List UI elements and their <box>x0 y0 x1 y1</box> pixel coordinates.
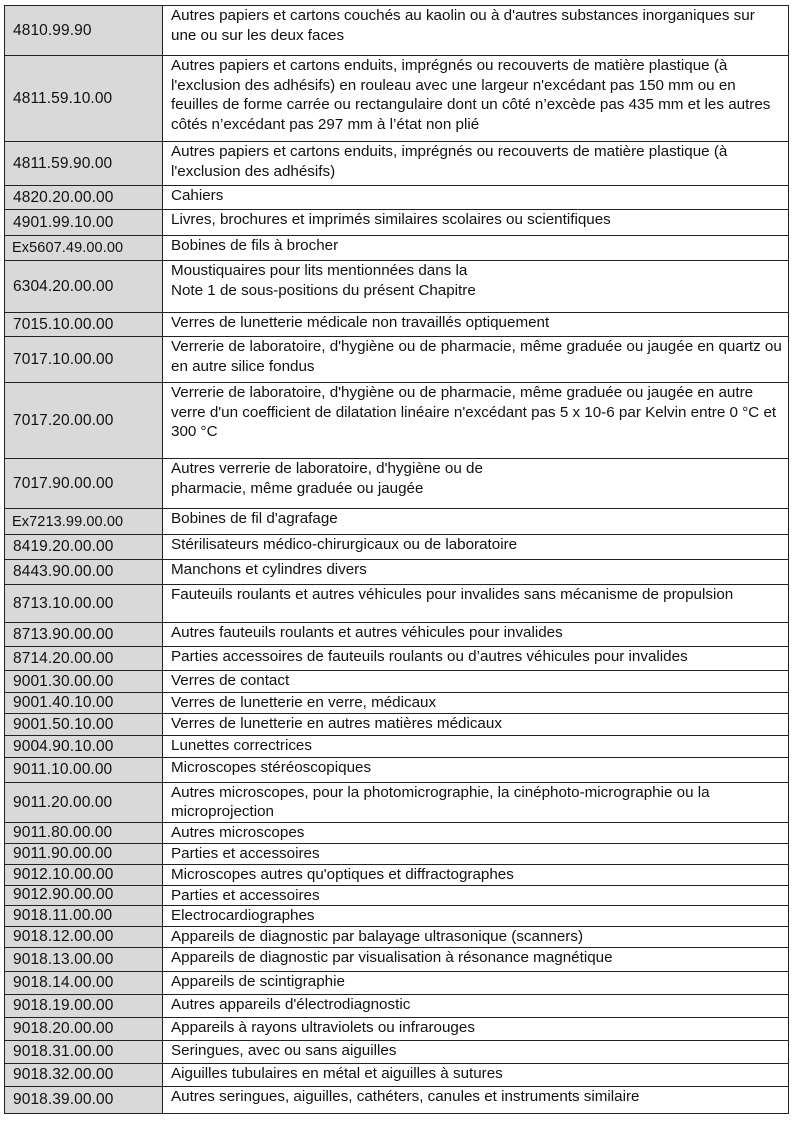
tariff-description-cell: Cahiers <box>163 186 789 210</box>
tariff-code-cell: 9018.19.00.00 <box>5 995 163 1018</box>
tariff-code-cell: 9012.10.00.00 <box>5 864 163 885</box>
tariff-code-cell: Ex5607.49.00.00 <box>5 236 163 261</box>
tariff-description-cell: Verrerie de laboratoire, d'hygiène ou de pharmacie, même graduée ou jaugée en quartz ou en autre silice fondus <box>163 337 789 383</box>
tariff-code-cell: 9004.90.10.00 <box>5 736 163 758</box>
tariff-code-cell: 9011.90.00.00 <box>5 844 163 865</box>
table-row <box>5 927 789 948</box>
table-row <box>5 383 789 459</box>
tariff-code-cell: 9011.10.00.00 <box>5 758 163 783</box>
table-row <box>5 647 789 671</box>
table-row <box>5 1087 789 1114</box>
tariff-code-cell: 4811.59.10.00 <box>5 56 163 142</box>
tariff-description-cell: Autres seringues, aiguilles, cathéters, canules et instruments similaire <box>163 1087 789 1114</box>
tariff-table <box>4 5 789 1114</box>
table-row <box>5 1018 789 1041</box>
tariff-description-cell: Lunettes correctrices <box>163 736 789 758</box>
tariff-description-cell: Moustiquaires pour lits mentionnées dans la Note 1 de sous-positions du présent Chapitre <box>163 261 789 313</box>
tariff-description-cell: Parties et accessoires <box>163 844 789 865</box>
tariff-code-cell: 6304.20.00.00 <box>5 261 163 313</box>
table-row <box>5 6 789 56</box>
tariff-description-cell: Fauteuils roulants et autres véhicules pour invalides sans mécanisme de propulsion <box>163 585 789 623</box>
tariff-description-cell: Appareils de diagnostic par visualisation à résonance magnétique <box>163 948 789 972</box>
tariff-code-cell: 9018.11.00.00 <box>5 906 163 927</box>
tariff-code-cell: 4810.99.90 <box>5 6 163 56</box>
tariff-code-cell: 9018.13.00.00 <box>5 948 163 972</box>
tariff-description-cell: Verrerie de laboratoire, d'hygiène ou de pharmacie, même graduée ou jaugée en autre verre d'un coefficient de dilatation linéaire n'excédant pas 5 x 10-6 par Kelvin entre 0 °C et 300 °C <box>163 383 789 459</box>
table-row <box>5 236 789 261</box>
table-row <box>5 948 789 972</box>
tariff-description-cell: Autres appareils d'électrodiagnostic <box>163 995 789 1018</box>
tariff-code-cell: 8443.90.00.00 <box>5 560 163 585</box>
table-row <box>5 535 789 560</box>
tariff-description-cell: Autres verrerie de laboratoire, d'hygiène ou de pharmacie, même graduée ou jaugée <box>163 459 789 509</box>
table-row <box>5 714 789 736</box>
table-row <box>5 783 789 823</box>
tariff-description-cell: Seringues, avec ou sans aiguilles <box>163 1041 789 1064</box>
table-row <box>5 864 789 885</box>
table-row <box>5 337 789 383</box>
table-row <box>5 186 789 210</box>
tariff-description-cell: Microscopes stéréoscopiques <box>163 758 789 783</box>
tariff-code-cell: 9018.39.00.00 <box>5 1087 163 1114</box>
tariff-code-cell: 8714.20.00.00 <box>5 647 163 671</box>
tariff-description-cell: Autres microscopes <box>163 823 789 844</box>
tariff-description-cell: Appareils de diagnostic par balayage ultrasonique (scanners) <box>163 927 789 948</box>
table-row <box>5 623 789 647</box>
table-row <box>5 56 789 142</box>
tariff-description-cell: Parties accessoires de fauteuils roulants ou d’autres véhicules pour invalides <box>163 647 789 671</box>
table-row <box>5 1041 789 1064</box>
tariff-description-cell: Electrocardiographes <box>163 906 789 927</box>
tariff-code-cell: 9001.50.10.00 <box>5 714 163 736</box>
table-row <box>5 972 789 995</box>
tariff-code-cell: 7017.10.00.00 <box>5 337 163 383</box>
table-row <box>5 758 789 783</box>
tariff-description-cell: Microscopes autres qu'optiques et diffractographes <box>163 864 789 885</box>
table-row <box>5 585 789 623</box>
tariff-code-cell: 9018.12.00.00 <box>5 927 163 948</box>
tariff-description-cell: Bobines de fils à brocher <box>163 236 789 261</box>
tariff-code-cell: 4820.20.00.00 <box>5 186 163 210</box>
table-row <box>5 313 789 337</box>
tariff-code-cell: 8713.10.00.00 <box>5 585 163 623</box>
tariff-code-cell: 9011.80.00.00 <box>5 823 163 844</box>
table-row <box>5 509 789 535</box>
tariff-description-cell: Verres de lunetterie médicale non travaillés optiquement <box>163 313 789 337</box>
table-row <box>5 823 789 844</box>
table-row <box>5 560 789 585</box>
tariff-code-cell: 9001.30.00.00 <box>5 671 163 693</box>
tariff-code-cell: 9018.14.00.00 <box>5 972 163 995</box>
tariff-code-cell: 7015.10.00.00 <box>5 313 163 337</box>
table-row <box>5 885 789 906</box>
tariff-description-cell: Verres de contact <box>163 671 789 693</box>
tariff-description-cell: Stérilisateurs médico-chirurgicaux ou de laboratoire <box>163 535 789 560</box>
table-row <box>5 142 789 186</box>
tariff-code-cell: 9001.40.10.00 <box>5 693 163 714</box>
tariff-code-cell: 9018.20.00.00 <box>5 1018 163 1041</box>
table-row <box>5 459 789 509</box>
tariff-code-cell: 7017.20.00.00 <box>5 383 163 459</box>
tariff-description-cell: Parties et accessoires <box>163 885 789 906</box>
tariff-code-cell: 7017.90.00.00 <box>5 459 163 509</box>
tariff-description-cell: Appareils à rayons ultraviolets ou infrarouges <box>163 1018 789 1041</box>
table-row <box>5 693 789 714</box>
tariff-description-cell: Autres papiers et cartons couchés au kaolin ou à d'autres substances inorganiques sur une ou sur les deux faces <box>163 6 789 56</box>
tariff-description-cell: Livres, brochures et imprimés similaires scolaires ou scientifiques <box>163 210 789 236</box>
tariff-description-cell: Manchons et cylindres divers <box>163 560 789 585</box>
tariff-code-cell: 9011.20.00.00 <box>5 783 163 823</box>
tariff-code-cell: 8419.20.00.00 <box>5 535 163 560</box>
table-row <box>5 736 789 758</box>
table-row <box>5 261 789 313</box>
tariff-description-cell: Autres papiers et cartons enduits, imprégnés ou recouverts de matière plastique (à l'exclusion des adhésifs) en rouleau avec une largeur n'excédant pas 150 mm ou en feuilles de forme carrée ou rectangulaire dont un côté n’excède pas 435 mm et les autres côtés n’excédant pas 297 mm à l’état non plié <box>163 56 789 142</box>
tariff-description-cell: Bobines de fil d'agrafage <box>163 509 789 535</box>
tariff-description-cell: Autres microscopes, pour la photomicrographie, la cinéphoto-micrographie ou la microprojection <box>163 783 789 823</box>
table-row <box>5 906 789 927</box>
tariff-description-cell: Verres de lunetterie en verre, médicaux <box>163 693 789 714</box>
tariff-code-cell: Ex7213.99.00.00 <box>5 509 163 535</box>
tariff-description-cell: Autres fauteuils roulants et autres véhicules pour invalides <box>163 623 789 647</box>
tariff-code-cell: 8713.90.00.00 <box>5 623 163 647</box>
tariff-code-cell: 9018.31.00.00 <box>5 1041 163 1064</box>
tariff-description-cell: Autres papiers et cartons enduits, imprégnés ou recouverts de matière plastique (à l'exclusion des adhésifs) <box>163 142 789 186</box>
table-row <box>5 671 789 693</box>
tariff-code-cell: 4901.99.10.00 <box>5 210 163 236</box>
table-row <box>5 210 789 236</box>
tariff-description-cell: Verres de lunetterie en autres matières médicaux <box>163 714 789 736</box>
table-row <box>5 1064 789 1087</box>
tariff-code-cell: 4811.59.90.00 <box>5 142 163 186</box>
tariff-code-cell: 9012.90.00.00 <box>5 885 163 906</box>
tariff-description-cell: Appareils de scintigraphie <box>163 972 789 995</box>
tariff-description-cell: Aiguilles tubulaires en métal et aiguilles à sutures <box>163 1064 789 1087</box>
tariff-code-cell: 9018.32.00.00 <box>5 1064 163 1087</box>
table-row <box>5 844 789 865</box>
tariff-table-body <box>5 6 789 1114</box>
table-row <box>5 995 789 1018</box>
